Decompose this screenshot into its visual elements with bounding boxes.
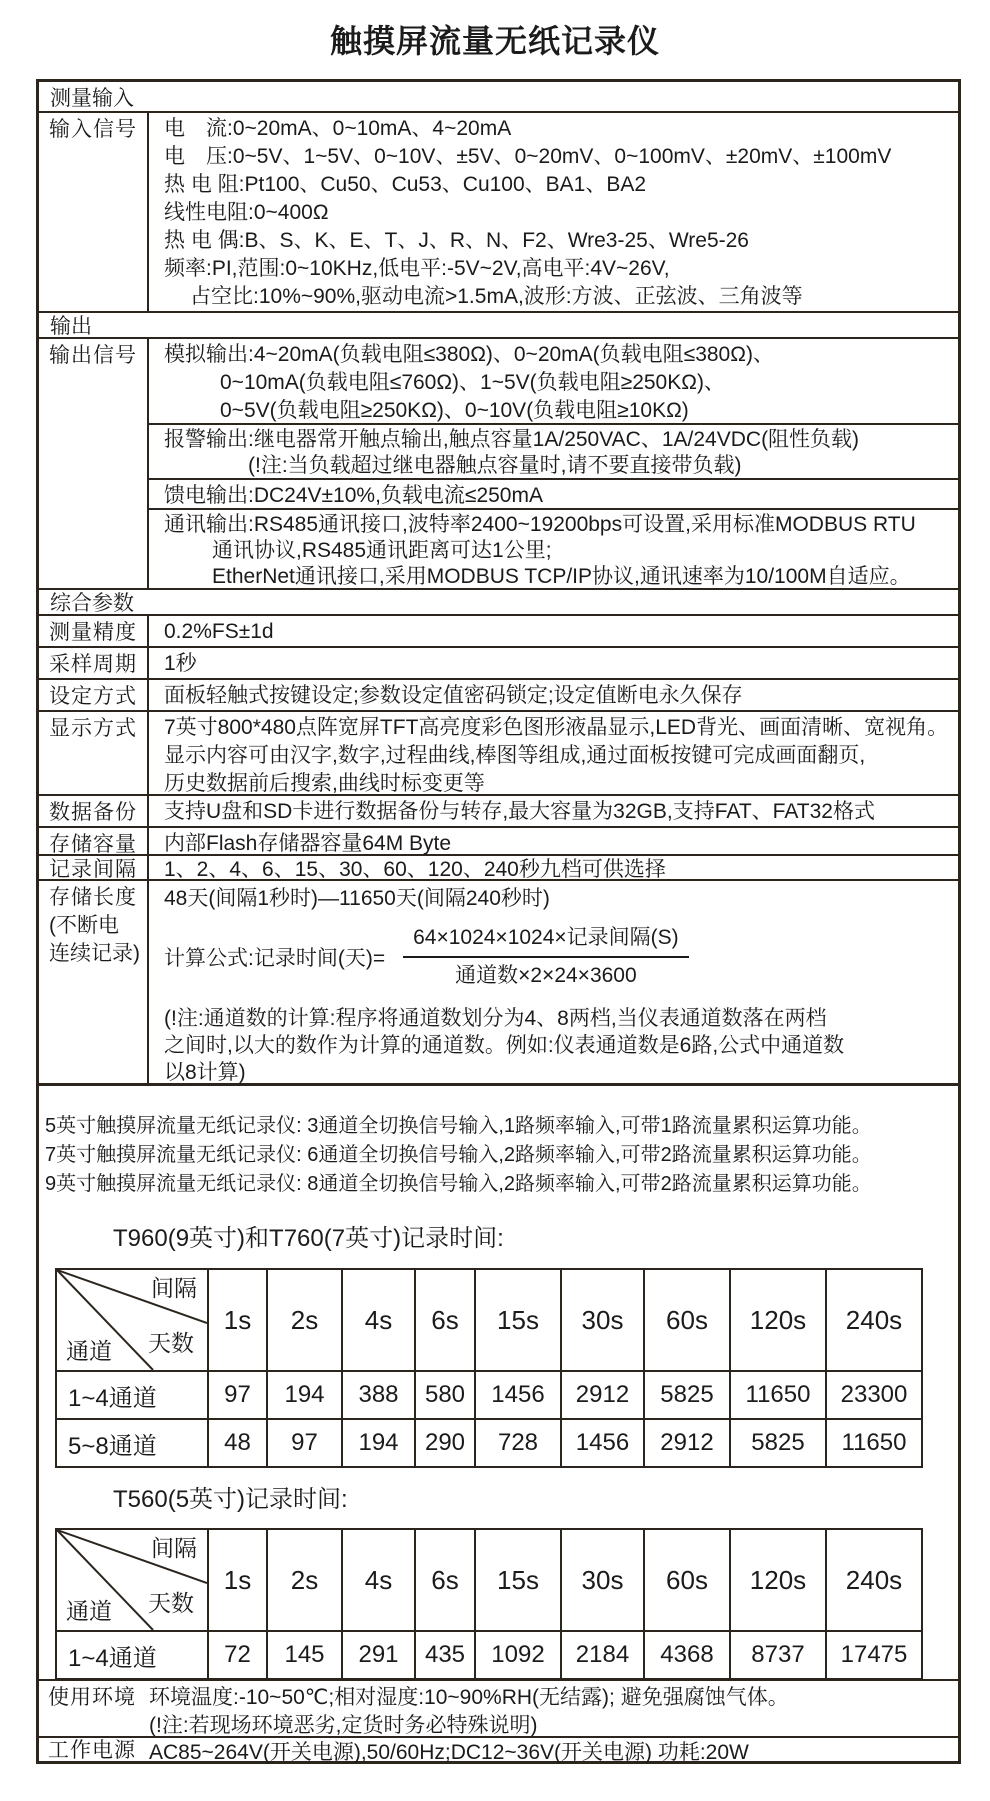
interval-label: 记录间隔 — [39, 856, 149, 879]
sampling-label: 采样周期 — [39, 648, 149, 678]
sampling-value: 1秒 — [164, 652, 197, 675]
table1-cell: 194 — [267, 1371, 342, 1419]
setting-label: 设定方式 — [39, 680, 149, 710]
section-header-output: 输出 — [39, 313, 958, 339]
display-label: 显示方式 — [39, 712, 149, 794]
corner-interval-label: 间隔 — [151, 1535, 197, 1561]
power-value: AC85~264V(开关电源),50/60Hz;DC12~36V(开关电源) 功耗:20W — [149, 1741, 749, 1764]
row-accuracy — [39, 616, 958, 648]
table2-cell: 2184 — [561, 1631, 644, 1679]
formula-denominator: 通道数×2×24×3600 — [455, 964, 637, 987]
storage-note-line-3: 以8计算) — [164, 1061, 246, 1084]
environment-value — [149, 1681, 789, 1736]
storage-note-line-2: 之间时,以大的数作为计算的通道数。例如:仪表通道数是6路,公式中通道数 — [164, 1034, 845, 1057]
record-time-section — [39, 1086, 958, 1679]
feed-line: 馈电输出:DC24V±10%,负载电流≤250mA — [164, 484, 543, 507]
table1-row-label: 1~4通道 — [56, 1371, 208, 1419]
setting-value: 面板轻触式按键设定;参数设定值密码锁定;设定值断电永久保存 — [164, 684, 743, 707]
table1-corner-cell — [56, 1269, 208, 1371]
table1-cell: 194 — [342, 1419, 415, 1467]
input-line-frequency: 频率:PI,范围:0~10KHz,低电平:-5V~2V,高电平:4V~26V, — [164, 257, 670, 280]
corner-days-label: 天数 — [148, 1590, 194, 1616]
corner-interval-label: 间隔 — [151, 1275, 197, 1301]
input-line-rtd: 热 电 阻:Pt100、Cu50、Cu53、Cu100、BA1、BA2 — [164, 173, 647, 196]
table1-cell: 11650 — [730, 1371, 826, 1419]
row-environment — [39, 1679, 958, 1738]
input-signal-label: 输入信号 — [39, 113, 149, 311]
model-7inch-line: 7英寸触摸屏流量无纸记录仪: 6通道全切换信号输入,2路频率输入,可带2路流量累积运算功能。 — [45, 1144, 872, 1166]
table2-cell: 435 — [415, 1631, 475, 1679]
table1-col-header: 15s — [475, 1269, 561, 1371]
table1-cell: 388 — [342, 1371, 415, 1419]
table2-cell: 72 — [208, 1631, 267, 1679]
row-output-signal — [39, 339, 958, 590]
section-header-measure-input: 测量输入 — [39, 82, 958, 113]
table2-col-header: 4s — [342, 1529, 415, 1631]
table1-header-row — [56, 1269, 922, 1371]
input-line-duty: 占空比:10%~90%,驱动电流>1.5mA,波形:方波、正弦波、三角波等 — [190, 285, 803, 308]
table1-cell: 97 — [267, 1419, 342, 1467]
alarm-line-2: (!注:当负载超过继电器触点容量时,请不要直接带负载) — [248, 454, 742, 477]
backup-value: 支持U盘和SD卡进行数据备份与转存,最大容量为32GB,支持FAT、FAT32格式 — [164, 800, 875, 823]
model-5inch-line: 5英寸触摸屏流量无纸记录仪: 3通道全切换信号输入,1路频率输入,可带1路流量累积运算功能。 — [45, 1115, 872, 1137]
table2-cell: 145 — [267, 1631, 342, 1679]
corner-days-label: 天数 — [148, 1330, 194, 1356]
table1-col-header: 1s — [208, 1269, 267, 1371]
row-display — [39, 712, 958, 796]
row-backup — [39, 796, 958, 828]
table1-col-header: 4s — [342, 1269, 415, 1371]
environment-label: 使用环境 — [48, 1686, 136, 1709]
storage-label-line-3: 连续记录) — [49, 942, 140, 965]
table2-cell: 1092 — [475, 1631, 561, 1679]
comm-line-3: EtherNet通讯接口,采用MODBUS TCP/IP协议,通讯速率为10/100M自适应。 — [212, 565, 911, 588]
input-line-tc: 热 电 偶:B、S、K、E、T、J、R、N、F2、Wre3-25、Wre5-26 — [164, 229, 749, 252]
table1-col-header: 2s — [267, 1269, 342, 1371]
table1-cell: 1456 — [475, 1371, 561, 1419]
storage-note — [164, 1005, 958, 1086]
table1-cell: 290 — [415, 1419, 475, 1467]
page-title: 触摸屏流量无纸记录仪 — [329, 23, 660, 59]
capacity-label: 存储容量 — [39, 828, 149, 854]
table2-header-row — [56, 1529, 922, 1631]
table1-col-header: 240s — [826, 1269, 922, 1371]
table2-col-header: 6s — [415, 1529, 475, 1631]
row-sampling — [39, 648, 958, 680]
input-line-voltage: 电 压:0~5V、1~5V、0~10V、±5V、0~20mV、0~100mV、±20mV、±100mV — [164, 145, 892, 168]
table1-col-header: 120s — [730, 1269, 826, 1371]
table2-col-header: 60s — [644, 1529, 730, 1631]
row-storage-length — [39, 881, 958, 1086]
power-label: 工作电源 — [48, 1739, 136, 1762]
model-9inch-line: 9英寸触摸屏流量无纸记录仪: 8通道全切换信号输入,2路频率输入,可带2路流量累积运算功能。 — [45, 1173, 872, 1195]
row-input-signal — [39, 113, 958, 313]
record-table-t560 — [55, 1528, 923, 1679]
subrow-comm-output — [149, 510, 958, 588]
row-interval — [39, 856, 958, 881]
table2-cell: 4368 — [644, 1631, 730, 1679]
table2-corner-cell — [56, 1529, 208, 1631]
storage-value — [149, 881, 958, 1083]
table1-cell: 23300 — [826, 1371, 922, 1419]
table2-row-label: 1~4通道 — [56, 1631, 208, 1679]
table1-row-ch1-4 — [56, 1371, 922, 1419]
table1-cell: 5825 — [644, 1371, 730, 1419]
table1-cell: 1456 — [561, 1419, 644, 1467]
display-line-2: 显示内容可由汉字,数字,过程曲线,棒图等组成,通过面板按键可完成画面翻页, — [164, 744, 866, 767]
table1-cell: 580 — [415, 1371, 475, 1419]
table1-col-header: 30s — [561, 1269, 644, 1371]
input-line-current: 电 流:0~20mA、0~10mA、4~20mA — [164, 117, 512, 140]
corner-channel-label: 通道 — [66, 1338, 112, 1364]
storage-formula — [164, 925, 958, 989]
table1-row-label: 5~8通道 — [56, 1419, 208, 1467]
spec-outer-box — [36, 79, 961, 1764]
formula-prefix: 计算公式:记录时间(天)= — [164, 947, 386, 970]
table2-col-header: 240s — [826, 1529, 922, 1631]
table1-cell: 5825 — [730, 1419, 826, 1467]
formula-numerator: 64×1024×1024×记录间隔(S) — [403, 925, 689, 958]
table1-cell: 48 — [208, 1419, 267, 1467]
storage-label-line-1: 存储长度 — [49, 886, 137, 909]
storage-label — [39, 881, 149, 1083]
table2-cell: 17475 — [826, 1631, 922, 1679]
display-line-1: 7英寸800*480点阵宽屏TFT高亮度彩色图形液晶显示,LED背光、画面清晰、宽视角。 — [164, 716, 949, 739]
table1-cell: 97 — [208, 1371, 267, 1419]
accuracy-value: 0.2%FS±1d — [164, 620, 274, 643]
record-table-t960-t760 — [55, 1268, 923, 1468]
input-signal-value — [149, 113, 958, 311]
interval-value: 1、2、4、6、15、30、60、120、240秒九档可供选择 — [164, 858, 666, 881]
table2-cell: 291 — [342, 1631, 415, 1679]
subrow-alarm-output — [149, 425, 958, 480]
table1-row-ch5-8 — [56, 1419, 922, 1467]
formula-fraction — [403, 925, 689, 989]
table2-col-header: 30s — [561, 1529, 644, 1631]
input-line-resistance: 线性电阻:0~400Ω — [164, 201, 329, 224]
comm-line-1: 通讯输出:RS485通讯接口,波特率2400~19200bps可设置,采用标准MODBUS RTU — [164, 513, 916, 536]
analog-line-2: 0~10mA(负载电阻≤760Ω)、1~5V(负载电阻≥250KΩ)、 — [220, 371, 725, 394]
table2-col-header: 120s — [730, 1529, 826, 1631]
table1-cell: 2912 — [561, 1371, 644, 1419]
backup-label: 数据备份 — [39, 796, 149, 826]
table2-heading: T560(5英寸)记录时间: — [113, 1486, 348, 1513]
display-value — [149, 712, 958, 794]
corner-channel-label: 通道 — [66, 1598, 112, 1624]
display-line-3: 历史数据前后搜索,曲线时标变更等 — [164, 772, 485, 795]
subrow-analog-output — [149, 339, 958, 425]
table1-cell: 2912 — [644, 1419, 730, 1467]
analog-line-3: 0~5V(负载电阻≥250KΩ)、0~10V(负载电阻≥10KΩ) — [220, 399, 689, 422]
table2-row-ch1-4 — [56, 1631, 922, 1679]
storage-label-line-2: (不断电 — [49, 914, 119, 937]
table2-col-header: 15s — [475, 1529, 561, 1631]
table1-cell: 728 — [475, 1419, 561, 1467]
output-signal-subrows — [149, 339, 958, 588]
analog-line-1: 模拟输出:4~20mA(负载电阻≤380Ω)、0~20mA(负载电阻≤380Ω)、 — [164, 343, 774, 366]
row-power — [39, 1738, 958, 1764]
environment-line-2: (!注:若现场环境恶劣,定货时务必特殊说明) — [149, 1714, 538, 1737]
storage-note-line-1: (!注:通道数的计算:程序将通道数划分为4、8两档,当仪表通道数落在两档 — [164, 1007, 827, 1030]
table1-col-header: 60s — [644, 1269, 730, 1371]
row-setting — [39, 680, 958, 712]
environment-line-1: 环境温度:-10~50℃;相对湿度:10~90%RH(无结露); 避免强腐蚀气体。 — [149, 1686, 789, 1709]
table2-col-header: 1s — [208, 1529, 267, 1631]
table2-cell: 8737 — [730, 1631, 826, 1679]
table2-col-header: 2s — [267, 1529, 342, 1631]
comm-line-2: 通讯协议,RS485通讯距离可达1公里; — [212, 539, 552, 562]
table1-heading: T960(9英寸)和T760(7英寸)记录时间: — [113, 1225, 504, 1252]
row-capacity — [39, 828, 958, 856]
table1-col-header: 6s — [415, 1269, 475, 1371]
storage-range: 48天(间隔1秒时)—11650天(间隔240秒时) — [164, 887, 550, 910]
table1-cell: 11650 — [826, 1419, 922, 1467]
capacity-value: 内部Flash存储器容量64M Byte — [164, 832, 452, 855]
subrow-feed-output — [149, 480, 958, 510]
output-signal-label: 输出信号 — [39, 339, 149, 588]
section-header-general: 综合参数 — [39, 590, 958, 616]
accuracy-label: 测量精度 — [39, 616, 149, 646]
model-descriptions — [39, 1086, 958, 1199]
alarm-line-1: 报警输出:继电器常开触点输出,触点容量1A/250VAC、1A/24VDC(阻性负载) — [164, 428, 860, 451]
